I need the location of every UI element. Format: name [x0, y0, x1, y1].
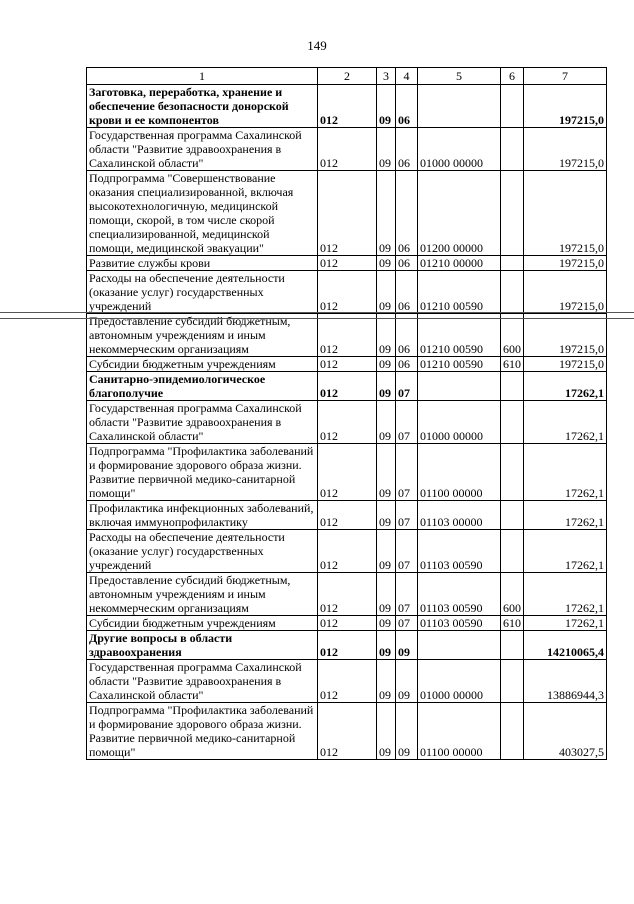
column-header: 1 [87, 68, 318, 85]
code-subsection-cell: 07 [396, 401, 418, 444]
table-row [87, 703, 607, 760]
row-name-cell: Субсидии бюджетным учреждениям [87, 357, 318, 372]
code-section-cell: 09 [377, 703, 396, 760]
code-section-cell: 09 [377, 573, 396, 616]
table-header-row [87, 68, 607, 85]
code-ministry-cell: 012 [318, 357, 377, 372]
amount-cell: 197215,0 [524, 314, 607, 357]
table-row [87, 631, 607, 660]
table-row [87, 357, 607, 372]
code-ministry-cell: 012 [318, 372, 377, 401]
code-section-cell: 09 [377, 530, 396, 573]
code-subsection-cell: 06 [396, 357, 418, 372]
code-expense-type-cell [501, 530, 524, 573]
code-subsection-cell: 07 [396, 372, 418, 401]
table-row [87, 444, 607, 501]
row-name-cell: Подпрограмма "Профилактика заболеваний и формирование здорового образа жизни. Развитие первичной медико-санитарной помощи" [87, 444, 318, 501]
code-subsection-cell: 07 [396, 444, 418, 501]
row-name-cell: Государственная программа Сахалинской области "Развитие здравоохранения в Сахалинской области" [87, 128, 318, 171]
code-section-cell: 09 [377, 314, 396, 357]
code-expense-type-cell [501, 501, 524, 530]
code-ministry-cell: 012 [318, 256, 377, 271]
table-row [87, 271, 607, 314]
code-subsection-cell: 09 [396, 631, 418, 660]
amount-cell: 17262,1 [524, 501, 607, 530]
code-section-cell: 09 [377, 501, 396, 530]
code-ministry-cell: 012 [318, 271, 377, 314]
code-subsection-cell: 07 [396, 501, 418, 530]
code-ministry-cell: 012 [318, 616, 377, 631]
code-expense-type-cell: 600 [501, 314, 524, 357]
code-ministry-cell: 012 [318, 128, 377, 171]
row-name-cell: Другие вопросы в области здравоохранения [87, 631, 318, 660]
code-expense-type-cell [501, 703, 524, 760]
column-header: 7 [524, 68, 607, 85]
table-row [87, 171, 607, 256]
table-row [87, 372, 607, 401]
amount-cell: 403027,5 [524, 703, 607, 760]
column-header: 3 [377, 68, 396, 85]
code-ministry-cell: 012 [318, 660, 377, 703]
code-target-cell: 01103 00000 [418, 501, 501, 530]
scan-artifact-line [0, 318, 634, 319]
code-subsection-cell: 07 [396, 530, 418, 573]
code-section-cell: 09 [377, 171, 396, 256]
code-section-cell: 09 [377, 444, 396, 501]
code-target-cell: 01210 00000 [418, 256, 501, 271]
code-target-cell: 01000 00000 [418, 660, 501, 703]
amount-cell: 14210065,4 [524, 631, 607, 660]
amount-cell: 197215,0 [524, 85, 607, 128]
row-name-cell: Субсидии бюджетным учреждениям [87, 616, 318, 631]
row-name-cell: Подпрограмма "Совершенствование оказания специализированной, включая высокотехнологичную, медицинской помощи, скорой, в том числе скорой специализированной, медицинской помощи, медицинской эвакуации" [87, 171, 318, 256]
row-name-cell: Развитие службы крови [87, 256, 318, 271]
scan-artifact-line [0, 312, 634, 313]
amount-cell: 197215,0 [524, 128, 607, 171]
code-subsection-cell: 06 [396, 128, 418, 171]
code-subsection-cell: 06 [396, 85, 418, 128]
code-section-cell: 09 [377, 85, 396, 128]
code-section-cell: 09 [377, 357, 396, 372]
table-row [87, 616, 607, 631]
code-expense-type-cell: 610 [501, 616, 524, 631]
code-expense-type-cell [501, 85, 524, 128]
amount-cell: 197215,0 [524, 256, 607, 271]
code-section-cell: 09 [377, 372, 396, 401]
amount-cell: 17262,1 [524, 444, 607, 501]
code-expense-type-cell [501, 631, 524, 660]
code-target-cell: 01210 00590 [418, 314, 501, 357]
row-name-cell: Предоставление субсидий бюджетным, автономным учреждениям и иным некоммерческим организациям [87, 314, 318, 357]
code-ministry-cell: 012 [318, 85, 377, 128]
table-row [87, 530, 607, 573]
code-section-cell: 09 [377, 401, 396, 444]
row-name-cell: Расходы на обеспечение деятельности (оказание услуг) государственных учреждений [87, 530, 318, 573]
code-expense-type-cell [501, 256, 524, 271]
column-header: 6 [501, 68, 524, 85]
code-target-cell: 01000 00000 [418, 128, 501, 171]
table-row [87, 573, 607, 616]
code-expense-type-cell: 600 [501, 573, 524, 616]
amount-cell: 17262,1 [524, 573, 607, 616]
code-target-cell: 01200 00000 [418, 171, 501, 256]
column-header: 5 [418, 68, 501, 85]
code-expense-type-cell [501, 401, 524, 444]
column-header: 4 [396, 68, 418, 85]
code-target-cell: 01210 00590 [418, 271, 501, 314]
table-row [87, 85, 607, 128]
table-row [87, 256, 607, 271]
amount-cell: 17262,1 [524, 616, 607, 631]
code-target-cell [418, 631, 501, 660]
code-ministry-cell: 012 [318, 573, 377, 616]
amount-cell: 197215,0 [524, 271, 607, 314]
code-expense-type-cell [501, 444, 524, 501]
row-name-cell: Государственная программа Сахалинской области "Развитие здравоохранения в Сахалинской области" [87, 401, 318, 444]
page-number: 149 [307, 38, 327, 53]
code-expense-type-cell [501, 660, 524, 703]
code-subsection-cell: 09 [396, 660, 418, 703]
row-name-cell: Подпрограмма "Профилактика заболеваний и формирование здорового образа жизни. Развитие первичной медико-санитарной помощи" [87, 703, 318, 760]
code-ministry-cell: 012 [318, 171, 377, 256]
amount-cell: 197215,0 [524, 357, 607, 372]
code-ministry-cell: 012 [318, 530, 377, 573]
code-target-cell: 01000 00000 [418, 401, 501, 444]
code-expense-type-cell [501, 128, 524, 171]
code-target-cell: 01103 00590 [418, 616, 501, 631]
table-row [87, 314, 607, 357]
code-target-cell: 01100 00000 [418, 444, 501, 501]
amount-cell: 17262,1 [524, 372, 607, 401]
budget-table [86, 67, 607, 760]
code-target-cell: 01100 00000 [418, 703, 501, 760]
code-ministry-cell: 012 [318, 703, 377, 760]
code-expense-type-cell: 610 [501, 357, 524, 372]
code-target-cell: 01210 00590 [418, 357, 501, 372]
amount-cell: 17262,1 [524, 530, 607, 573]
row-name-cell: Заготовка, переработка, хранение и обеспечение безопасности донорской крови и ее компонентов [87, 85, 318, 128]
code-section-cell: 09 [377, 128, 396, 171]
code-expense-type-cell [501, 171, 524, 256]
code-section-cell: 09 [377, 256, 396, 271]
row-name-cell: Предоставление субсидий бюджетным, автономным учреждениям и иным некоммерческим организациям [87, 573, 318, 616]
code-subsection-cell: 07 [396, 573, 418, 616]
code-target-cell [418, 85, 501, 128]
column-header: 2 [318, 68, 377, 85]
code-target-cell: 01103 00590 [418, 573, 501, 616]
code-subsection-cell: 06 [396, 171, 418, 256]
code-ministry-cell: 012 [318, 314, 377, 357]
amount-cell: 17262,1 [524, 401, 607, 444]
code-section-cell: 09 [377, 660, 396, 703]
row-name-cell: Расходы на обеспечение деятельности (оказание услуг) государственных учреждений [87, 271, 318, 314]
code-ministry-cell: 012 [318, 401, 377, 444]
table-row [87, 128, 607, 171]
code-ministry-cell: 012 [318, 631, 377, 660]
code-section-cell: 09 [377, 271, 396, 314]
code-section-cell: 09 [377, 616, 396, 631]
code-target-cell: 01103 00590 [418, 530, 501, 573]
code-section-cell: 09 [377, 631, 396, 660]
amount-cell: 13886944,3 [524, 660, 607, 703]
code-subsection-cell: 07 [396, 616, 418, 631]
code-expense-type-cell [501, 372, 524, 401]
code-subsection-cell: 06 [396, 256, 418, 271]
table-row [87, 401, 607, 444]
table-row [87, 501, 607, 530]
table-row [87, 660, 607, 703]
row-name-cell: Профилактика инфекционных заболеваний, включая иммунопрофилактику [87, 501, 318, 530]
row-name-cell: Санитарно-эпидемиологическое благополучие [87, 372, 318, 401]
amount-cell: 197215,0 [524, 171, 607, 256]
row-name-cell: Государственная программа Сахалинской области "Развитие здравоохранения в Сахалинской области" [87, 660, 318, 703]
code-subsection-cell: 06 [396, 271, 418, 314]
code-subsection-cell: 06 [396, 314, 418, 357]
code-expense-type-cell [501, 271, 524, 314]
code-target-cell [418, 372, 501, 401]
code-ministry-cell: 012 [318, 501, 377, 530]
code-ministry-cell: 012 [318, 444, 377, 501]
code-subsection-cell: 09 [396, 703, 418, 760]
